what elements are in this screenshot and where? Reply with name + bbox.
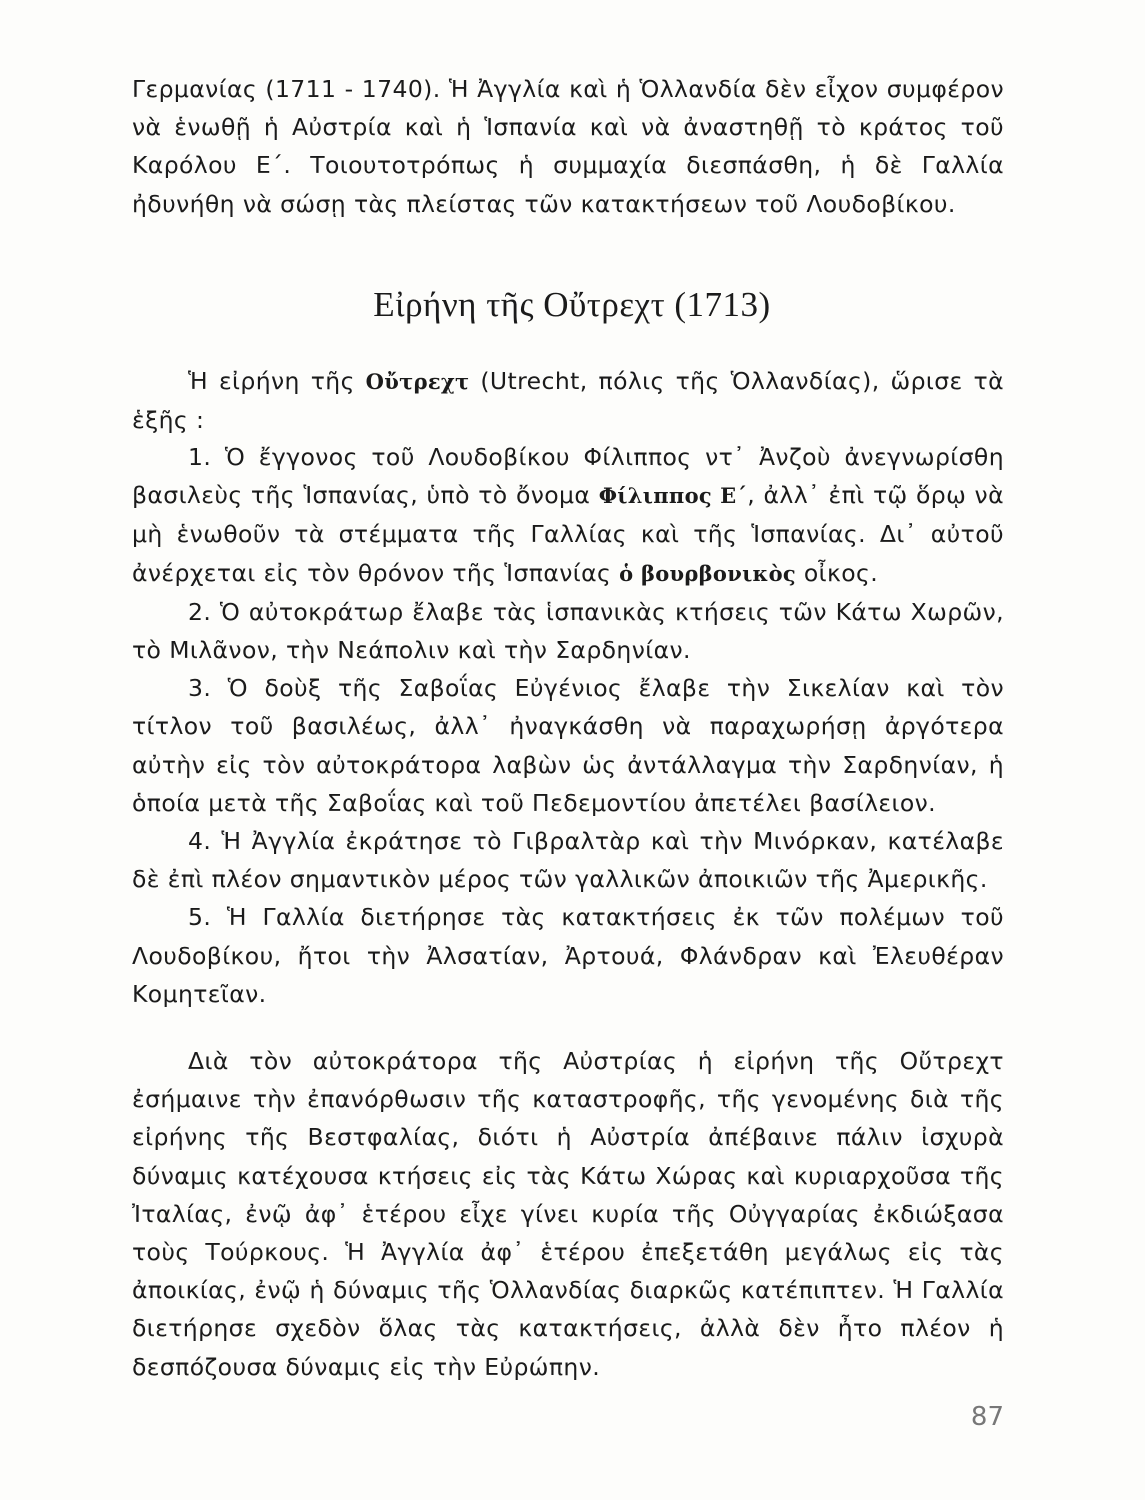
list-item-3: 3. Ὁ δοὺξ τῆς Σαβοΐας Εὐγένιος ἔλαβε τὴν Σικελίαν καὶ τὸν τίτλον τοῦ βασιλέως, ἀλλ᾿ ἠναγκάσθη νὰ παραχωρήσῃ ἀργότερα αὐτὴν εἰς τὸν αὐτοκράτορα λαβὼν ὡς ἀντάλλαγμα τὴν Σαρδηνίαν, ἡ ὁποία μετὰ τῆς Σαβοΐας καὶ τοῦ Πεδεμοντίου ἀπετέλει βασίλειον. — [132, 674, 1004, 817]
item-1-bold-philip: Φίλιππος Ε΄ — [598, 483, 748, 509]
list-item-5: 5. Ἡ Γαλλία διετήρησε τὰς κατακτήσεις ἐκ τῶν πολέμων τοῦ Λουδοβίκου, ἤτοι τὴν Ἀλσατίαν, Ἀρτουά, Φλάνδραν καὶ Ἐλευθέραν Κομητεῖαν. — [132, 903, 1004, 1008]
intro-paragraph: Γερμανίας (1711 - 1740). Ἡ Ἀγγλία καὶ ἡ Ὁλλανδία δὲν εἶχον συμφέρον νὰ ἑνωθῇ ἡ Αὐστρία καὶ ἡ Ἱσπανία καὶ νὰ ἀναστηθῇ τὸ κράτος τοῦ Καρόλου Ε΄. Τοιουτοτρόπως ἡ συμμαχία διεσπάσθη, ἡ δὲ Γαλλία ἠδυνήθη νὰ σώσῃ τὰς πλείστας τῶν κατακτήσεων τοῦ Λουδοβίκου. — [132, 75, 1004, 218]
decree-text-before: Ἡ εἰρήνη τῆς — [188, 367, 366, 395]
section-heading: Εἰρήνη τῆς Οὔτρεχτ (1713) — [373, 285, 771, 324]
decree-paragraph — [132, 362, 1004, 439]
decree-text-after: (Utrecht, πόλις τῆς Ὁλλανδίας), ὥρισε τὰ ἑξῆς : — [132, 367, 1004, 435]
item-1-text-c: οἶκος. — [796, 558, 879, 587]
page-number: 87 — [970, 1402, 1004, 1432]
item-1-text-a: 1. Ὁ ἔγγονος τοῦ Λουδοβίκου Φίλιππος ντ᾿ Ἀνζοὺ ἀνεγνωρίσθη βασιλεὺς τῆς Ἱσπανίας, ὑπὸ τὸ ὄνομα — [132, 443, 1004, 510]
treaty-terms-list — [132, 438, 1004, 1013]
list-item-4: 4. Ἡ Ἀγγλία ἐκράτησε τὸ Γιβραλτὰρ καὶ τὴν Μινόρκαν, κατέλαβε δὲ ἐπὶ πλέον σημαντικὸν μέρος τῶν γαλλικῶν ἀποικιῶν τῆς Ἀμερικῆς. — [132, 827, 1004, 894]
item-1-text-b: , ἀλλ᾿ ἐπὶ τῷ ὅρῳ νὰ μὴ ἑνωθοῦν τὰ στέμματα τῆς Γαλλίας καὶ τῆς Ἱσπανίας. Δι᾿ αὐτοῦ ἀνέρχεται εἰς τὸν θρόνον τῆς Ἱσπανίας — [132, 481, 1004, 587]
decree-bold-utrecht: Οὔτρεχτ — [365, 369, 470, 394]
list-item-1 — [132, 438, 1004, 593]
list-item-2: 2. Ὁ αὐτοκράτωρ ἔλαβε τὰς ἱσπανικὰς κτήσεις τῶν Κάτω Χωρῶν, τὸ Μιλᾶνον, τὴν Νεάπολιν καὶ τὴν Σαρδηνίαν. — [132, 597, 1004, 665]
item-1-bold-bourbon: ὁ βουρβονικὸς — [619, 560, 796, 586]
conclusion-paragraph: Διὰ τὸν αὐτοκράτορα τῆς Αὐστρίας ἡ εἰρήνη τῆς Οὔτρεχτ ἐσήμαινε τὴν ἐπανόρθωσιν τῆς καταστροφῆς, τῆς γενομένης διὰ τῆς εἰρήνης τῆς Βεστφαλίας, διότι ἡ Αὐστρία ἀπέβαινε πάλιν ἰσχυρὰ δύναμις κατέχουσα κτήσεις εἰς τὰς Κάτω Χώρας καὶ κυριαρχοῦσα τῆς Ἰταλίας, ἐνῷ ἀφ᾿ ἑτέρου εἶχε γίνει κυρία τῆς Οὐγγαρίας ἐκδιώξασα τοὺς Τούρκους. Ἡ Ἀγγλία ἀφ᾿ ἑτέρου ἐπεξετάθη μεγάλως εἰς τὰς ἀποικίας, ἐνῷ ἡ δύναμις τῆς Ὁλλανδίας διαρκῶς κατέπιπτεν. Ἡ Γαλλία διετήρησε σχεδὸν ὅλας τὰς κατακτήσεις, ἀλλὰ δὲν ἦτο πλέον ἡ δεσπόζουσα δύναμις εἰς τὴν Εὐρώπην. — [132, 1047, 1004, 1381]
